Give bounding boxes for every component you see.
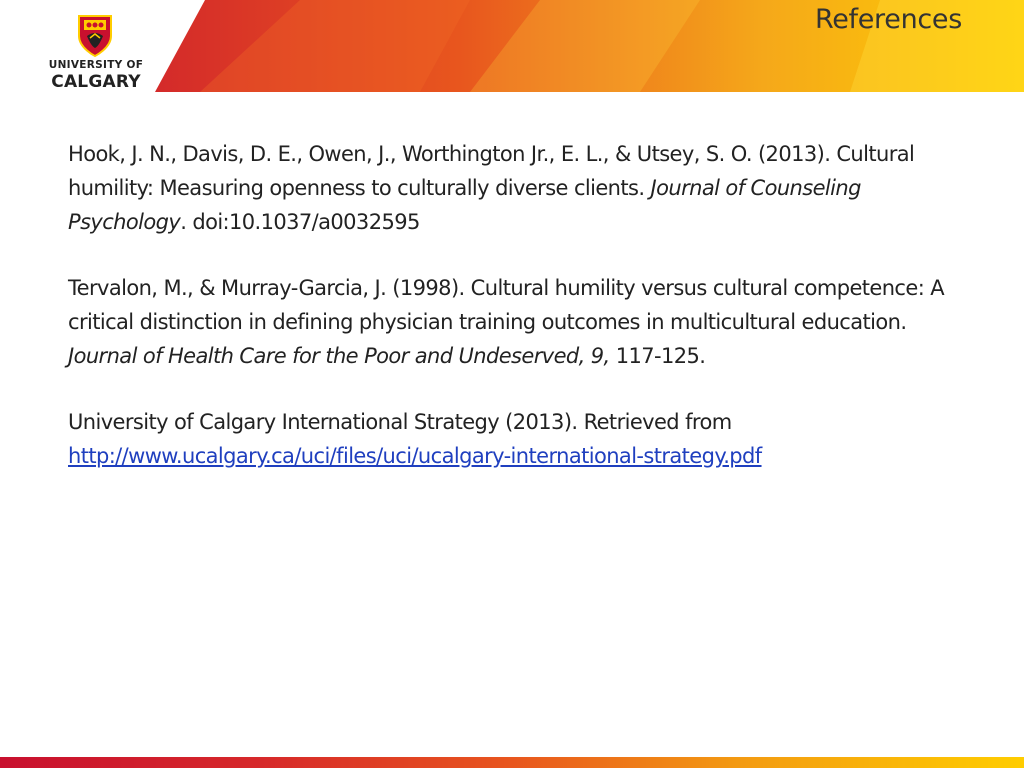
page-title: References: [814, 4, 962, 35]
logo-text-line1: UNIVERSITY OF: [48, 59, 144, 71]
reference-link[interactable]: http://www.ucalgary.ca/uci/files/uci/ucalgary-international-strategy.pdf: [68, 444, 762, 468]
slide-header: [0, 0, 1024, 92]
university-logo: [44, 14, 148, 90]
reference-item: [68, 271, 968, 373]
reference-item: [68, 137, 968, 239]
reference-item: [68, 405, 968, 473]
reference-journal: Journal of Health Care for the Poor and Undeserved, 9,: [68, 344, 610, 368]
reference-text-end: . doi:10.1037/a0032595: [180, 210, 420, 234]
reference-text: University of Calgary International Strategy (2013). Retrieved from: [68, 410, 732, 434]
reference-text: Tervalon, M., & Murray-Garcia, J. (1998). Cultural humility versus cultural competence: A critical distinction in defining physician training outcomes in multicultural education.: [68, 276, 945, 334]
reference-text: Hook, J. N., Davis, D. E., Owen, J., Worthington Jr., E. L., & Utsey, S. O. (2013). Cultural humility: Measuring openness to culturally diverse clients.: [68, 142, 915, 200]
references-list: [68, 137, 968, 505]
logo-text-line2: CALGARY: [51, 72, 141, 92]
bottom-color-bar: [0, 757, 1024, 768]
reference-text-end: 117-125.: [609, 344, 706, 368]
university-crest-icon: [77, 14, 113, 58]
reference-journal: Journal of Counseling Psychology: [68, 176, 861, 234]
